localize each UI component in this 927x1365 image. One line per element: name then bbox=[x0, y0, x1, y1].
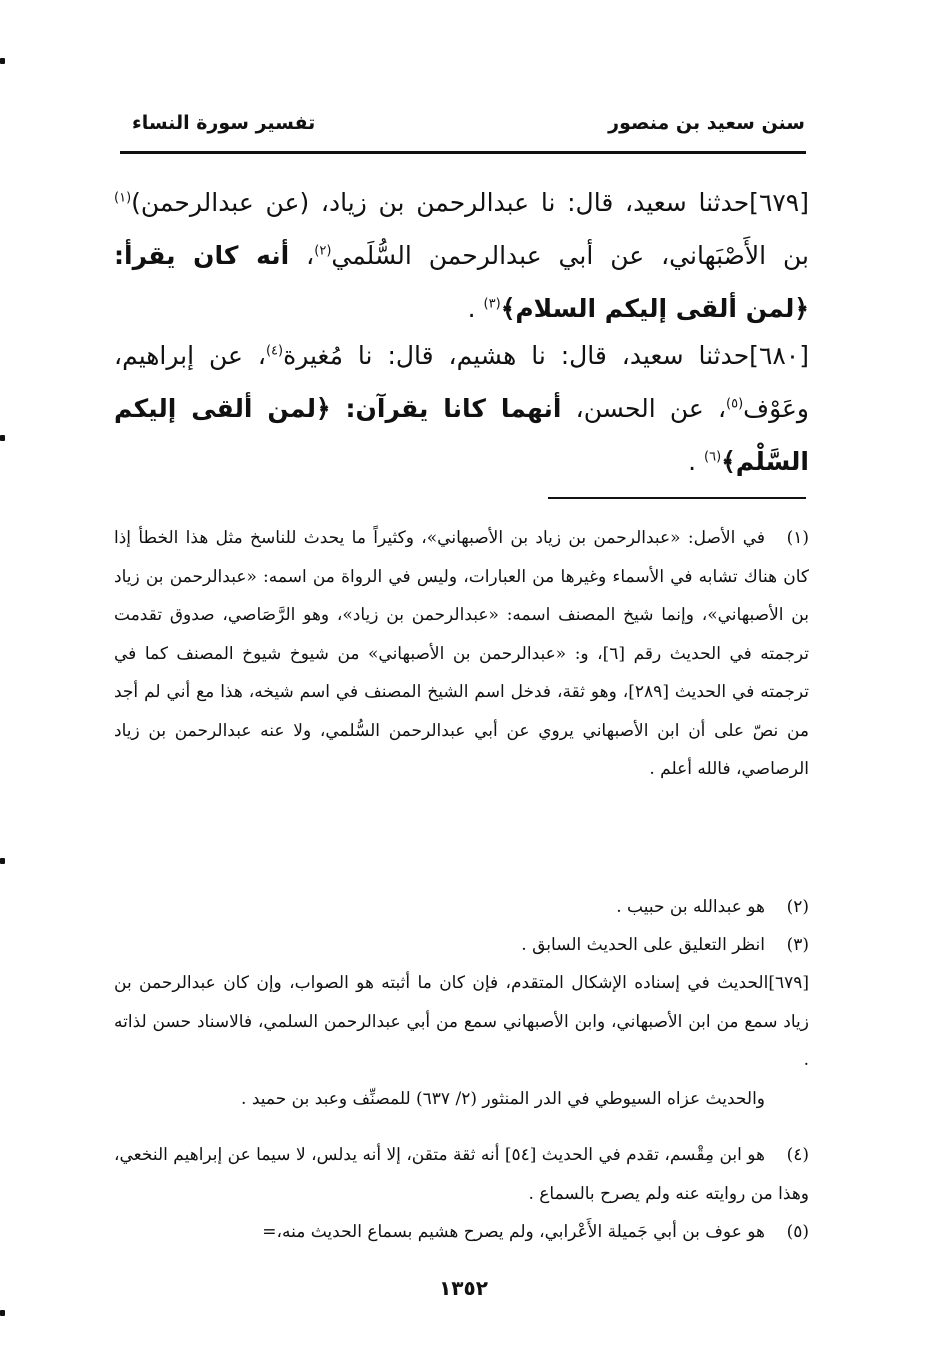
footnote-3 bbox=[114, 926, 809, 965]
running-header-section-title: تفسير سورة النساء bbox=[132, 112, 316, 134]
hadith-text: ، bbox=[289, 241, 315, 270]
footnote-text: هو عوف بن أبي جَميلة الأَعْرابي، ولم يصرح هشيم بسماع الحديث منه،= bbox=[262, 1222, 765, 1242]
header-rule bbox=[120, 151, 806, 154]
hadith-matn: أنهما كانا يقرآن: bbox=[330, 394, 562, 423]
footnote-679 bbox=[114, 964, 809, 1118]
hadith-679 bbox=[114, 176, 809, 335]
page-number: ١٣٥٢ bbox=[439, 1276, 488, 1300]
footnote-text: الحديث في إسناده الإشكال المتقدم، فإن كان ما أثبته هو الصواب، وإن كان عبدالرحمن بن زياد سمع من ابن الأصبهاني، وابن الأصبهاني سمع من أبي عبدالرحمن السلمي، فالاسناد حسن لذاته . bbox=[114, 973, 809, 1070]
scan-mark bbox=[0, 1310, 5, 1316]
quran-quote: ﴿لمن ألقى إليكم السلام﴾ bbox=[500, 294, 809, 323]
hadith-text: حدثنا سعيد، قال: نا هشيم، قال: نا مُغيرة bbox=[283, 341, 750, 370]
footnote-ref: (٦) bbox=[704, 449, 722, 465]
hadith-end: . bbox=[688, 447, 704, 476]
hadith-680 bbox=[114, 329, 809, 488]
footnote-mark: (١) bbox=[786, 528, 809, 548]
footnote-ref: (٢) bbox=[314, 243, 332, 259]
hadith-matn: أنه كان يقرأ: bbox=[114, 241, 290, 270]
footnote-mark: (٣) bbox=[786, 935, 809, 955]
footnote-5 bbox=[114, 1213, 809, 1252]
footnote-text: انظر التعليق على الحديث السابق . bbox=[521, 935, 765, 955]
footnote-mark: (٤) bbox=[786, 1145, 810, 1165]
hadith-number: [٦٧٩] bbox=[749, 188, 809, 217]
scan-mark bbox=[0, 58, 5, 64]
quran-quote: ﴿لمن ألقى إليكم السَّلْم﴾ bbox=[114, 394, 809, 476]
footnote-text: هو ابن مِقْسم، تقدم في الحديث [٥٤] أنه ثقة متقن، إلا أنه يدلس، لا سيما عن إبراهيم النخعي، وهذا من روايته عنه ولم يصرح بالسماع . bbox=[114, 1145, 809, 1204]
footnote-2 bbox=[114, 888, 809, 927]
hadith-end: . bbox=[467, 294, 484, 323]
footnote-extra: والحديث عزاه السيوطي في الدر المنثور (٢/ ٦٣٧) للمصنِّف وعبد بن حميد . bbox=[241, 1088, 765, 1109]
footnote-ref: (٥) bbox=[726, 396, 744, 412]
scan-mark bbox=[0, 435, 5, 441]
hadith-text: ، عن إبراهيم، وعَوْف bbox=[114, 341, 809, 423]
running-header-book-title: سنن سعيد بن منصور bbox=[608, 112, 805, 134]
hadith-text: بن الأَصْبَهاني، عن أبي عبدالرحمن السُّلَمي bbox=[331, 241, 809, 270]
footnote-mark: (٥) bbox=[786, 1222, 809, 1242]
footnote-mark: (٢) bbox=[786, 897, 809, 917]
footnote-ref: (١) bbox=[114, 190, 132, 206]
footnote-text: في الأصل: «عبدالرحمن بن زياد بن الأصبهاني»، وكثيراً ما يحدث للناسخ مثل هذا الخطأ إذا كان هناك تشابه في الأسماء وغيرها من العبارات، وليس في الرواة من اسمه: «عبدالرحمن بن زياد بن الأصبهاني»، وإنما شيخ المصنف اسمه: «عبدالرحمن بن زياد»، وهو الرَّصَاصي، صدوق تقدمت ترجمته في الحديث رقم [٦]، و: «عبدالرحمن بن الأصبهاني» من شيوخ شيوخ المصنف كما في ترجمته في الحديث [٢٨٩]، وهو ثقة، فدخل اسم الشيخ المصنف في اسم شيخه، هذا مع أني لم أجد من نصّ على أن ابن الأصبهاني يروي عن أبي عبدالرحمن السُّلمي، ولا عنه عبدالرحمن بن زياد الرصاصي، فالله أعلم . bbox=[114, 528, 809, 779]
hadith-number: [٦٨٠] bbox=[749, 341, 809, 370]
footnote-ref: (٣) bbox=[483, 296, 501, 312]
scan-mark bbox=[0, 858, 5, 864]
footnote-ref: (٤) bbox=[265, 343, 284, 359]
footnote-1 bbox=[114, 519, 809, 789]
hadith-text: حدثنا سعيد، قال: نا عبدالرحمن بن زياد، (عن عبدالرحمن) bbox=[131, 188, 750, 217]
footnote-4 bbox=[114, 1136, 809, 1213]
footnote-separator bbox=[548, 497, 806, 499]
hadith-text: ، عن الحسن، bbox=[561, 394, 727, 423]
footnote-text: هو عبدالله بن حبيب . bbox=[616, 897, 765, 917]
footnote-mark: [٦٧٩] bbox=[768, 973, 809, 993]
